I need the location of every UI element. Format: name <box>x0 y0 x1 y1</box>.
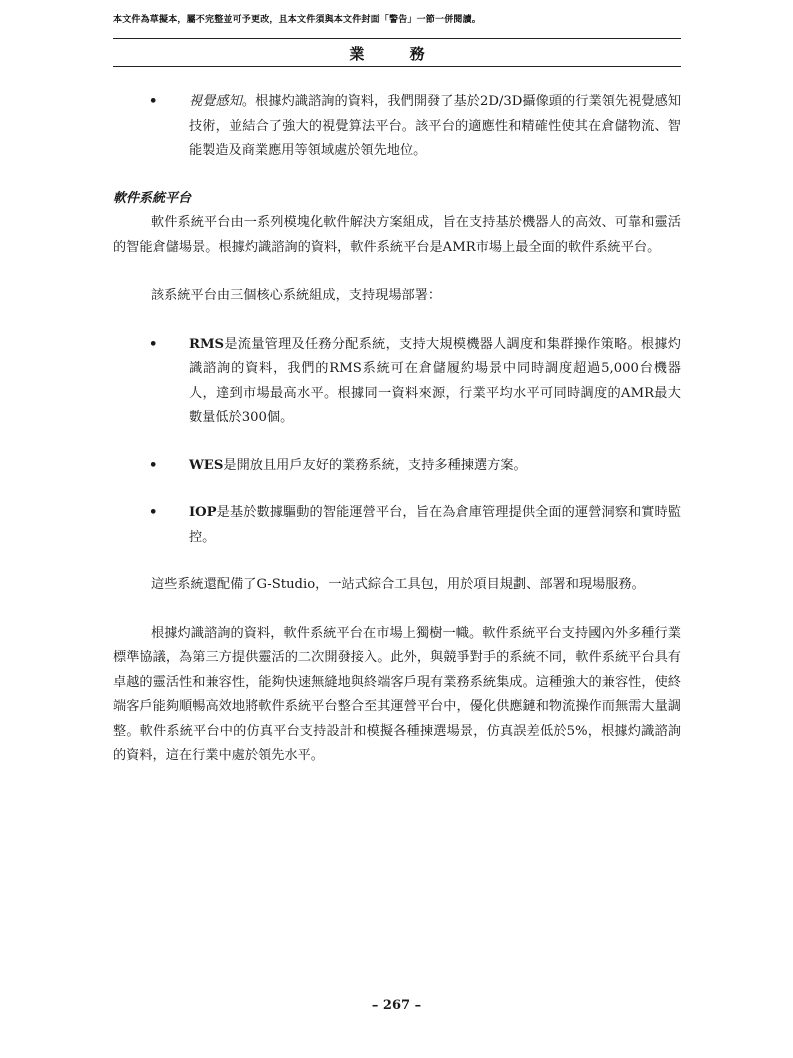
bullet-body: 是基於數據驅動的智能運營平台，旨在為倉庫管理提供全面的運營洞察和實時監控。 <box>189 505 681 545</box>
draft-disclaimer: 本文件為草擬本，屬不完整並可予更改，且本文件須與本文件封面「警告」一節一併閱讀。 <box>113 15 482 25</box>
bullet-text <box>189 454 681 479</box>
bullet-body: 是流量管理及任務分配系統，支持大規模機器人調度和集群操作策略。根據灼識諮詢的資料，我們的RMS系統可在倉儲履約場景中同時調度超過5,000台機器人，達到市場最高水平。根據同一資料來源，行業平均水平可同時調度的AMR最大數量低於300個。 <box>189 336 681 425</box>
paragraph-advantage: 根據灼識諮詢的資料，軟件系統平台在市場上獨樹一幟。軟件系統平台支持國內外多種行業標準協議，為第三方提供靈活的二次開發接入。此外，與競爭對手的系統不同，軟件系統平台具有卓越的靈活性和兼容性，能夠快速無縫地與終端客戶現有業務系統集成。這種強大的兼容性，使終端客戶能夠順暢高效地將軟件系統平台整合至其運營平台中，優化供應鏈和物流操作而無需大量調整。軟件系統平台中的仿真平台支持設計和模擬各種揀選場景，仿真誤差低於5%，根據灼識諮詢的資料，這在行業中處於領先水平。 <box>113 625 681 763</box>
page-number: – 267 – <box>371 998 422 1013</box>
document-body <box>113 90 681 793</box>
bullet-lead-term: RMS <box>189 336 225 352</box>
paragraph-core-systems: 該系統平台由三個核心系統組成，支持現場部署： <box>151 288 442 303</box>
bullet-symbol: • <box>149 457 158 473</box>
paragraph-intro: 軟件系統平台由一系列模塊化軟件解決方案組成，旨在支持基於機器人的高效、可靠和靈活的智能倉儲場景。根據灼識諮詢的資料，軟件系統平台是AMR市場上最全面的軟件系統平台。 <box>113 215 681 255</box>
bullet-lead-term: IOP <box>189 505 217 520</box>
bullet-symbol: • <box>149 505 158 520</box>
bullet-text <box>189 501 681 550</box>
section-title: 業 務 <box>349 45 445 63</box>
bullet-lead-term: 視覺感知 <box>189 94 242 109</box>
bullet-item-visual-perception <box>113 90 681 164</box>
bullet-symbol: • <box>149 336 158 352</box>
bullet-text <box>189 90 681 164</box>
header-rule-bottom <box>113 66 681 67</box>
bullet-item-rms <box>113 333 681 431</box>
header-rule-top <box>113 38 681 39</box>
subheading-software-platform: 軟件系統平台 <box>113 190 192 206</box>
paragraph-g-studio: 這些系統還配備了G-Studio，一站式綜合工具包，用於項目規劃、部署和現場服務。 <box>151 577 645 592</box>
bullet-text <box>189 333 681 431</box>
bullet-body: 是開放且用戶友好的業務系統，支持多種揀選方案。 <box>223 457 527 473</box>
bullet-item-iop <box>113 501 681 550</box>
bullet-body: 。根據灼識諮詢的資料，我們開發了基於2D/3D攝像頭的行業領先視覺感知技術，並結合了強大的視覺算法平台。該平台的適應性和精確性使其在倉儲物流、智能製造及商業應用等領域處於領先地位。 <box>189 94 682 158</box>
bullet-item-wes <box>113 454 681 479</box>
bullet-symbol: • <box>149 94 158 109</box>
bullet-lead-term: WES <box>189 457 224 473</box>
